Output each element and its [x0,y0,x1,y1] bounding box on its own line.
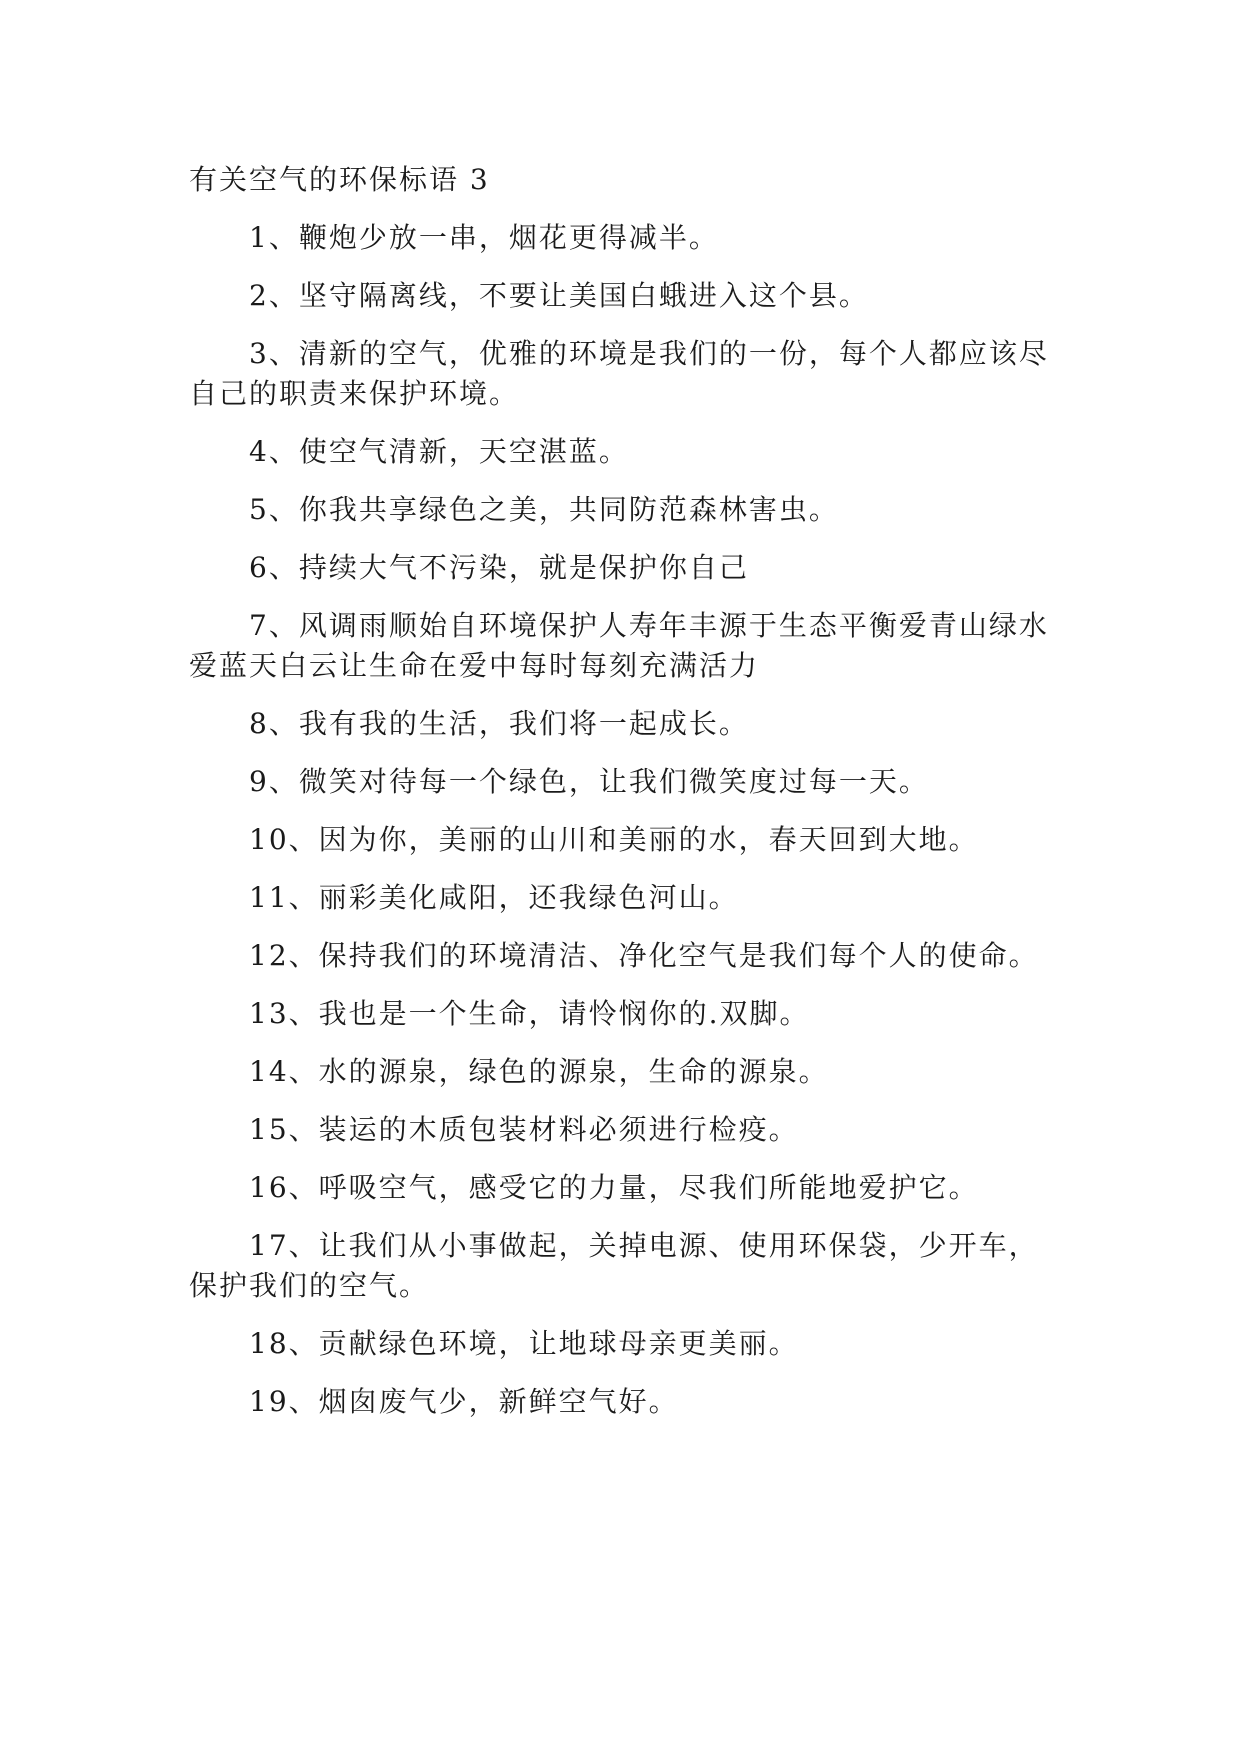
slogan-item-19: 19、烟囱废气少，新鲜空气好。 [249,1385,679,1418]
slogan-item-13: 13、我也是一个生命，请怜悯你的.双脚。 [249,997,810,1030]
document-body [189,160,1051,1440]
slogan-item-10: 10、因为你，美丽的山川和美丽的水，春天回到大地。 [249,823,979,856]
slogan-item-7: 7、风调雨顺始自环境保护人寿年丰源于生态平衡爱青山绿水爱蓝天白云让生命在爱中每时每刻充满活力 [189,609,1049,682]
slogan-item-9: 9、微笑对待每一个绿色，让我们微笑度过每一天。 [249,765,929,798]
slogan-item-1: 1、鞭炮少放一串，烟花更得减半。 [249,221,719,254]
slogan-item-12: 12、保持我们的环境清洁、净化空气是我们每个人的使命。 [249,939,1039,972]
slogan-item-18: 18、贡献绿色环境，让地球母亲更美丽。 [249,1327,799,1360]
slogan-item-5: 5、你我共享绿色之美，共同防范森林害虫。 [249,493,839,526]
slogan-item-6: 6、持续大气不污染，就是保护你自己 [249,551,749,584]
slogan-item-14: 14、水的源泉，绿色的源泉，生命的源泉。 [249,1055,829,1088]
slogan-item-16: 16、呼吸空气，感受它的力量，尽我们所能地爱护它。 [249,1171,979,1204]
slogan-item-2: 2、坚守隔离线，不要让美国白蛾进入这个县。 [249,279,869,312]
slogan-item-4: 4、使空气清新，天空湛蓝。 [249,435,629,468]
slogan-item-3: 3、清新的空气，优雅的环境是我们的一份，每个人都应该尽自己的职责来保护环境。 [189,337,1049,410]
slogan-item-11: 11、丽彩美化咸阳，还我绿色河山。 [249,881,739,914]
document-heading: 有关空气的环保标语 3 [189,163,490,196]
slogan-item-15: 15、装运的木质包装材料必须进行检疫。 [249,1113,799,1146]
slogan-item-8: 8、我有我的生活，我们将一起成长。 [249,707,749,740]
slogan-item-17: 17、让我们从小事做起，关掉电源、使用环保袋，少开车，保护我们的空气。 [189,1229,1039,1302]
